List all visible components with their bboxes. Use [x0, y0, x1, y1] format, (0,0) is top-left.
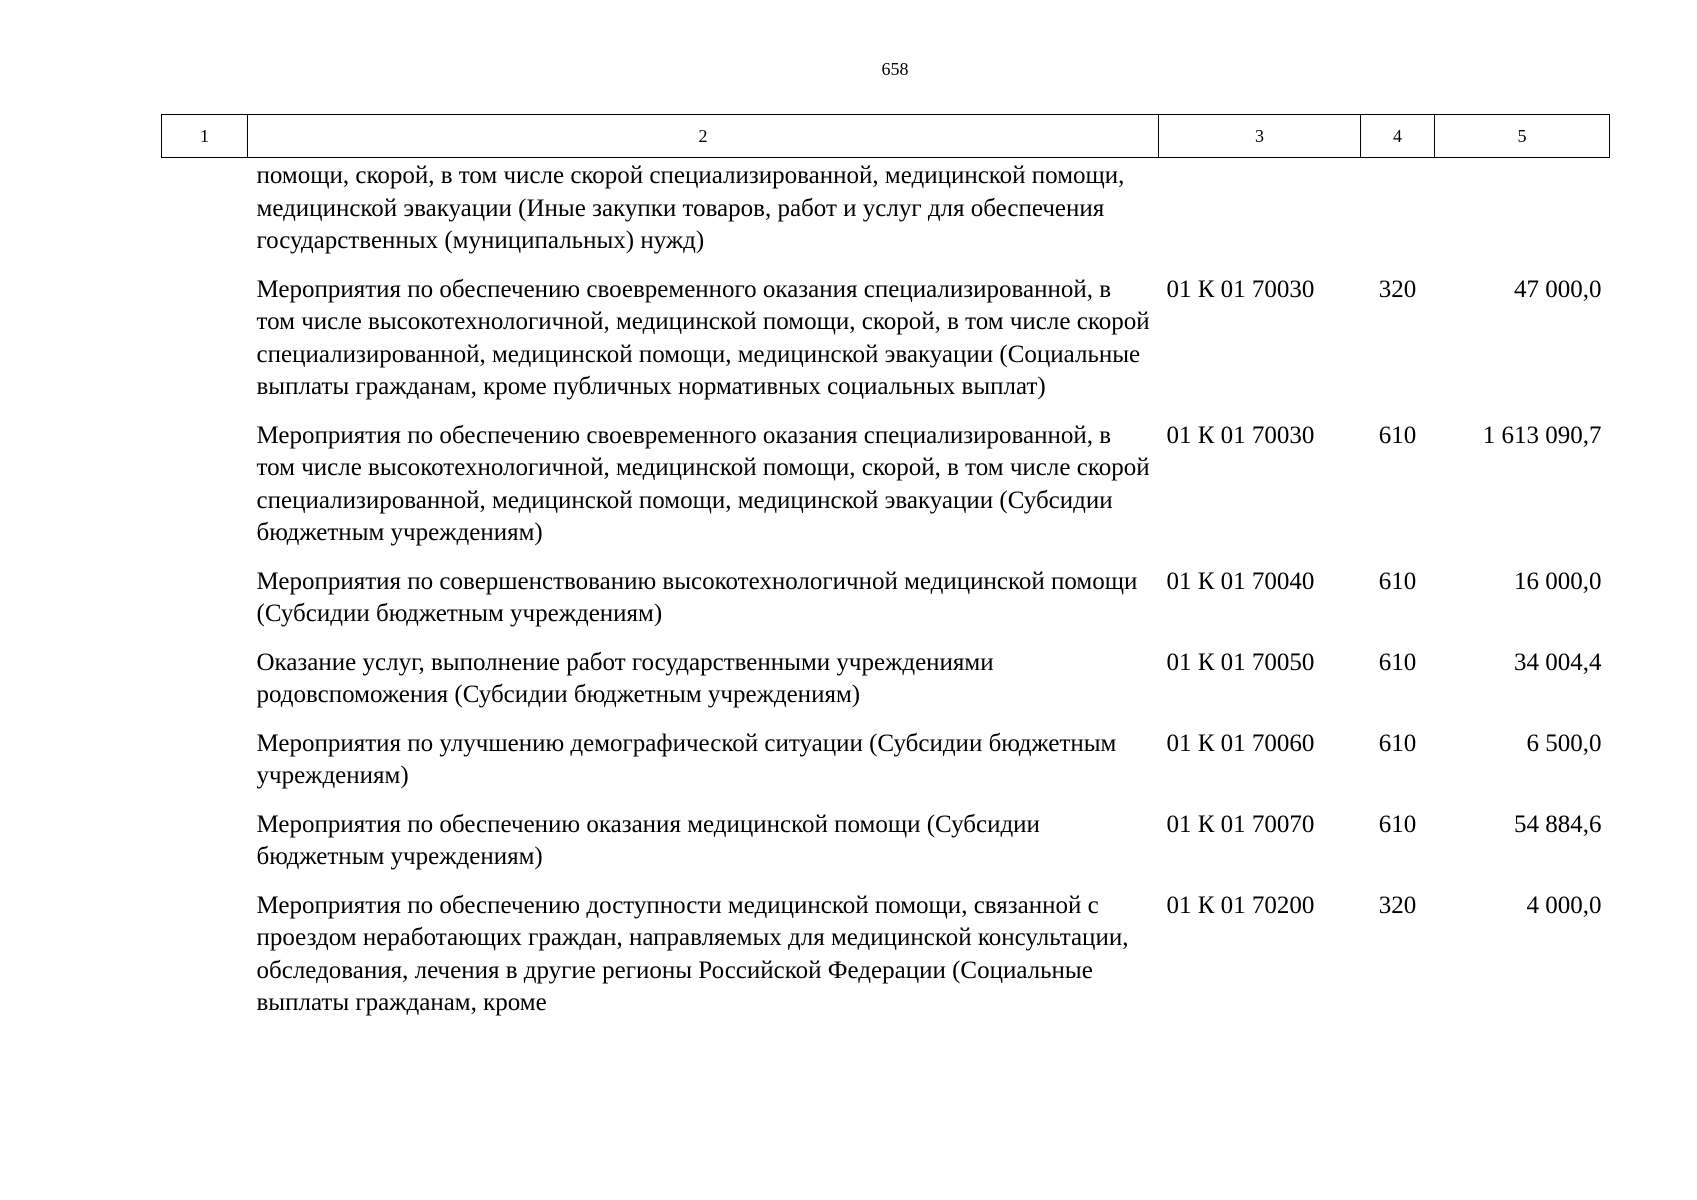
table-row: [162, 274, 1610, 420]
column-1-cell: [162, 647, 248, 728]
column-1-cell: [162, 420, 248, 566]
target-code: 01 К 01 70070: [1166, 810, 1315, 838]
table-row: [162, 890, 1610, 1036]
page-number: 658: [881, 59, 909, 79]
expense-name: Мероприятия по совершенствованию высокотехнологичной медицинской помощи (Субсидии бюджетным учреждениям): [256, 567, 1138, 627]
target-code: 01 К 01 70040: [1166, 567, 1315, 595]
column-1-cell: [162, 890, 248, 1036]
expense-type: 610: [1378, 567, 1417, 595]
target-code: 01 К 01 70200: [1166, 891, 1315, 919]
table-header: [162, 115, 1610, 158]
amount: 16 000,0: [1514, 567, 1602, 595]
amount: 54 884,6: [1514, 810, 1602, 838]
expense-name: Мероприятия по обеспечению своевременного оказания специализированной, в том числе высокотехнологичной, медицинской помощи, скорой, в том числе скорой специализированной, медицинской помощи, медицинской эвакуации (Субсидии бюджетным учреждениям): [256, 421, 1150, 546]
table-row: [162, 158, 1610, 274]
expense-name: Мероприятия по улучшению демографической ситуации (Субсидии бюджетным учреждениям): [256, 729, 1117, 789]
table-header-row: [162, 115, 1610, 158]
column-header-5: 5: [1435, 115, 1610, 158]
column-header-3: 3: [1159, 115, 1361, 158]
expense-type: 610: [1378, 648, 1417, 676]
table-row: [162, 809, 1610, 890]
expense-name: помощи, скорой, в том числе скорой специализированной, медицинской помощи, медицинской эвакуации (Иные закупки товаров, работ и услуг для обеспечения государственных (муниципальных) нужд): [256, 162, 1125, 254]
table-row: [162, 420, 1610, 566]
budget-table: [161, 114, 1610, 1036]
expense-type: 320: [1378, 891, 1417, 919]
column-1-cell: [162, 566, 248, 647]
column-1-cell: [162, 728, 248, 809]
target-code: 01 К 01 70030: [1166, 275, 1315, 303]
table-row: [162, 728, 1610, 809]
amount: [1435, 158, 1610, 274]
table-row: [162, 647, 1610, 728]
table-row: [162, 566, 1610, 647]
expense-type: 610: [1378, 810, 1417, 838]
column-1-cell: [162, 274, 248, 420]
expense-type: 610: [1378, 421, 1417, 449]
amount: 47 000,0: [1514, 275, 1602, 303]
amount: 34 004,4: [1514, 648, 1602, 676]
expense-type: [1361, 158, 1435, 274]
target-code: 01 К 01 70030: [1166, 421, 1315, 449]
column-header-4: 4: [1361, 115, 1435, 158]
expense-type: 320: [1378, 275, 1417, 303]
expense-name: Мероприятия по обеспечению доступности медицинской помощи, связанной с проездом неработающих граждан, направляемых для медицинской консультации, обследования, лечения в другие регионы Российской Федерации (Социальные выплаты гражданам, кроме: [256, 891, 1129, 1016]
target-code: 01 К 01 70050: [1166, 648, 1315, 676]
amount: 1 613 090,7: [1482, 421, 1602, 449]
target-code: 01 К 01 70060: [1166, 729, 1315, 757]
expense-name: Оказание услуг, выполнение работ государственными учреждениями родовспоможения (Субсидии бюджетным учреждениям): [256, 648, 994, 708]
column-header-1: 1: [162, 115, 248, 158]
target-code: [1159, 158, 1361, 274]
column-header-2: 2: [248, 115, 1159, 158]
column-1-cell: [162, 809, 248, 890]
expense-type: 610: [1378, 729, 1417, 757]
expense-name: Мероприятия по обеспечению своевременного оказания специализированной, в том числе высокотехнологичной, медицинской помощи, скорой, в том числе скорой специализированной, медицинской помощи, медицинской эвакуации (Социальные выплаты гражданам, кроме публичных нормативных социальных выплат): [256, 275, 1150, 400]
table-body: [162, 158, 1610, 1036]
column-1-cell: [162, 158, 248, 274]
amount: 4 000,0: [1526, 891, 1602, 919]
expense-name: Мероприятия по обеспечению оказания медицинской помощи (Субсидии бюджетным учреждениям): [256, 810, 1040, 870]
amount: 6 500,0: [1526, 729, 1602, 757]
